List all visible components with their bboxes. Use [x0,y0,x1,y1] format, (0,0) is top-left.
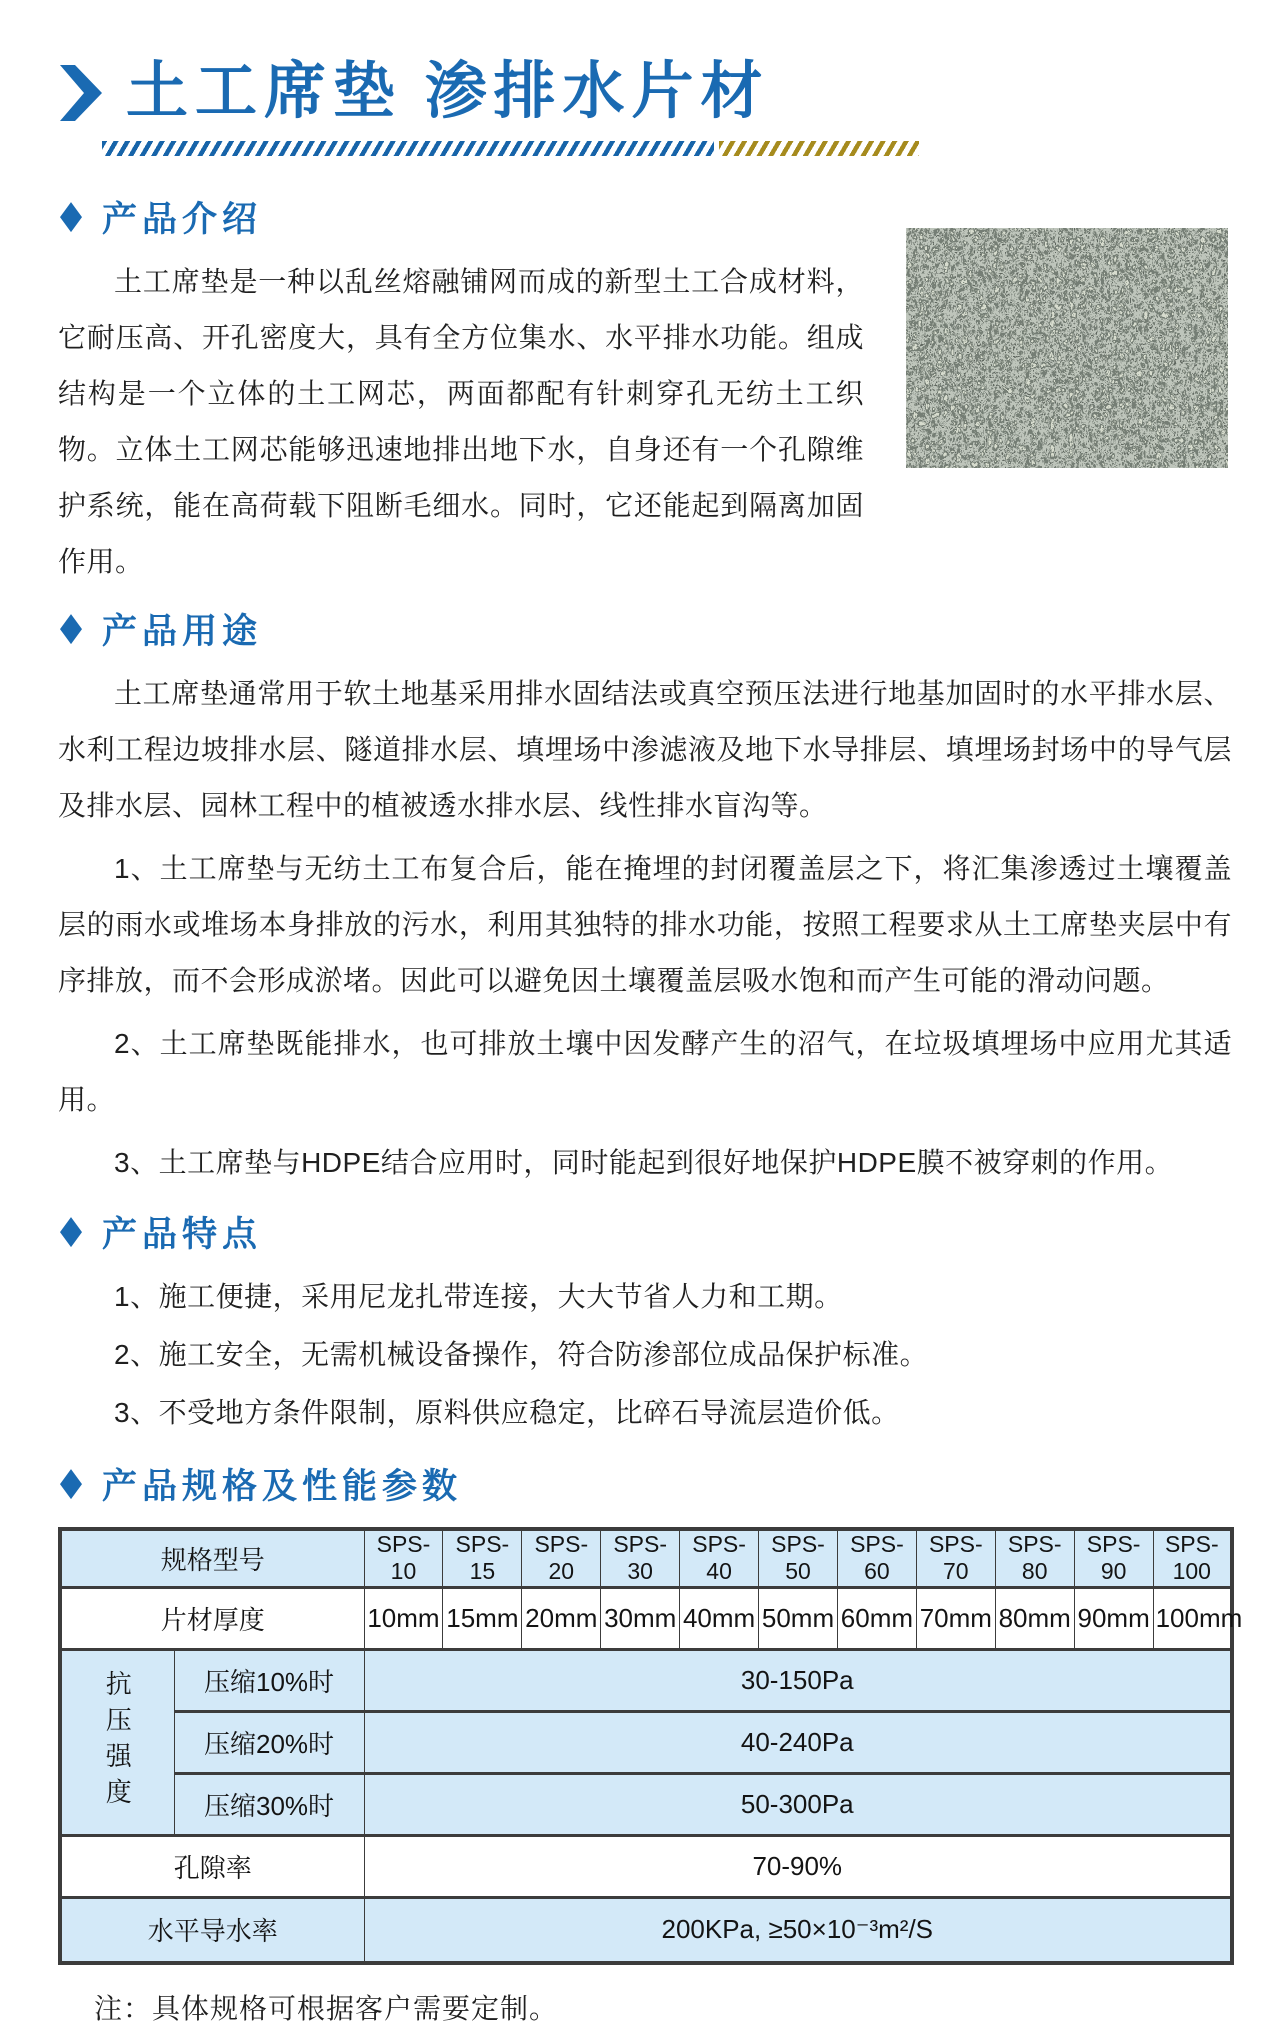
diamond-bullet-icon [60,1217,82,1247]
thickness-cell: 10mm [364,1587,443,1649]
thickness-cell: 100mm [1153,1587,1232,1649]
features-heading-row [60,1207,1232,1257]
thickness-cell: 70mm [916,1587,995,1649]
model-row-label: 规格型号 [60,1529,364,1587]
compression-group-label: 抗压强度 [60,1649,174,1835]
compression-row-label: 压缩30%时 [174,1773,364,1835]
diamond-bullet-icon [60,202,82,232]
porosity-label: 孔隙率 [60,1835,364,1897]
thickness-cell: 60mm [837,1587,916,1649]
stripe-blue-segment [102,141,714,156]
thickness-cell: 50mm [759,1587,838,1649]
spec-table [58,1527,1243,1965]
features-heading: 产品特点 [102,1215,263,1255]
conductivity-value: 200KPa, ≥50×10⁻³m²/S [364,1897,1232,1963]
table-row-compression-30 [60,1773,1232,1835]
stripe-divider [102,141,1232,156]
feature-item: 3、不受地方条件限制，原料供应稳定，比碎石导流层造价低。 [114,1397,900,1429]
section-specs [58,1459,1243,1965]
spec-note: 注：具体规格可根据客户需要定制。 [94,1993,559,2025]
thickness-row-label: 片材厚度 [60,1587,364,1649]
thickness-cell: 80mm [995,1587,1074,1649]
diamond-bullet-icon [60,1469,82,1499]
diamond-bullet-icon [60,614,82,644]
table-row-conductivity [60,1897,1232,1963]
table-row-thickness [60,1587,1232,1649]
feature-item: 1、施工便捷，采用尼龙扎带连接，大大节省人力和工期。 [114,1281,843,1313]
specs-heading: 产品规格及性能参数 [102,1467,463,1507]
table-row-compression-10 [60,1649,1232,1711]
section-features [58,1207,1232,1441]
title-arrow-icon [60,63,104,123]
feature-item: 2、施工安全，无需机械设备操作，符合防渗部位成品保护标准。 [114,1339,929,1371]
usage-heading-row [60,604,1232,654]
model-cell: SPS-50 [759,1529,838,1587]
usage-paragraph: 2、土工席垫既能排水，也可排放土壤中因发酵产生的沼气，在垃圾填埋场中应用尤其适用。 [58,1028,1232,1116]
compression-row-label: 压缩20%时 [174,1711,364,1773]
section-intro [58,192,1232,590]
usage-paragraph: 土工席垫通常用于软土地基采用排水固结法或真空预压法进行地基加固时的水平排水层、水利工程边坡排水层、隧道排水层、填埋场中渗滤液及地下水导排层、填埋场封场中的导气层及排水层、园林工程中的植被透水排水层、线性排水盲沟等。 [58,678,1232,822]
model-cell: SPS-90 [1074,1529,1153,1587]
thickness-cell: 90mm [1074,1587,1153,1649]
thickness-cell: 30mm [601,1587,680,1649]
compression-value: 40-240Pa [364,1711,1232,1773]
model-cell: SPS-40 [680,1529,759,1587]
model-cell: SPS-10 [364,1529,443,1587]
usage-paragraph: 3、土工席垫与HDPE结合应用时，同时能起到很好地保护HDPE膜不被穿刺的作用。 [114,1147,1174,1179]
compression-value: 50-300Pa [364,1773,1232,1835]
stripe-gold-segment [719,141,919,156]
model-cell: SPS-15 [443,1529,522,1587]
model-cell: SPS-70 [916,1529,995,1587]
intro-paragraph: 土工席垫是一种以乱丝熔融铺网而成的新型土工合成材料，它耐压高、开孔密度大，具有全方位集水、水平排水功能。组成结构是一个立体的土工网芯，两面都配有针刺穿孔无纺土工织物。立体土工网芯能够迅速地排出地下水，自身还有一个孔隙维护系统，能在高荷载下阻断毛细水。同时，它还能起到隔离加固作用。 [58,266,864,578]
thickness-cell: 40mm [680,1587,759,1649]
model-cell: SPS-20 [522,1529,601,1587]
table-row-models [60,1529,1232,1587]
conductivity-label: 水平导水率 [60,1897,364,1963]
usage-heading: 产品用途 [102,612,263,652]
specs-heading-row [60,1459,1232,1509]
compression-value: 30-150Pa [364,1649,1232,1711]
table-row-porosity [60,1835,1232,1897]
model-cell: SPS-30 [601,1529,680,1587]
product-texture-photo [906,228,1228,468]
section-usage [58,604,1232,1191]
thickness-cell: 15mm [443,1587,522,1649]
porosity-value: 70-90% [364,1835,1232,1897]
model-cell: SPS-60 [837,1529,916,1587]
table-row-compression-20 [60,1711,1232,1773]
model-cell: SPS-80 [995,1529,1074,1587]
title-row [60,60,1232,125]
usage-paragraph: 1、土工席垫与无纺土工布复合后，能在掩埋的封闭覆盖层之下，将汇集渗透过土壤覆盖层的雨水或堆场本身排放的污水，利用其独特的排水功能，按照工程要求从土工席垫夹层中有序排放，而不会形成淤堵。因此可以避免因土壤覆盖层吸水饱和而产生可能的滑动问题。 [58,853,1232,997]
page-title: 土工席垫 渗排水片材 [126,58,770,126]
compression-row-label: 压缩10%时 [174,1649,364,1711]
thickness-cell: 20mm [522,1587,601,1649]
intro-heading: 产品介绍 [102,200,263,240]
model-cell: SPS-100 [1153,1529,1232,1587]
